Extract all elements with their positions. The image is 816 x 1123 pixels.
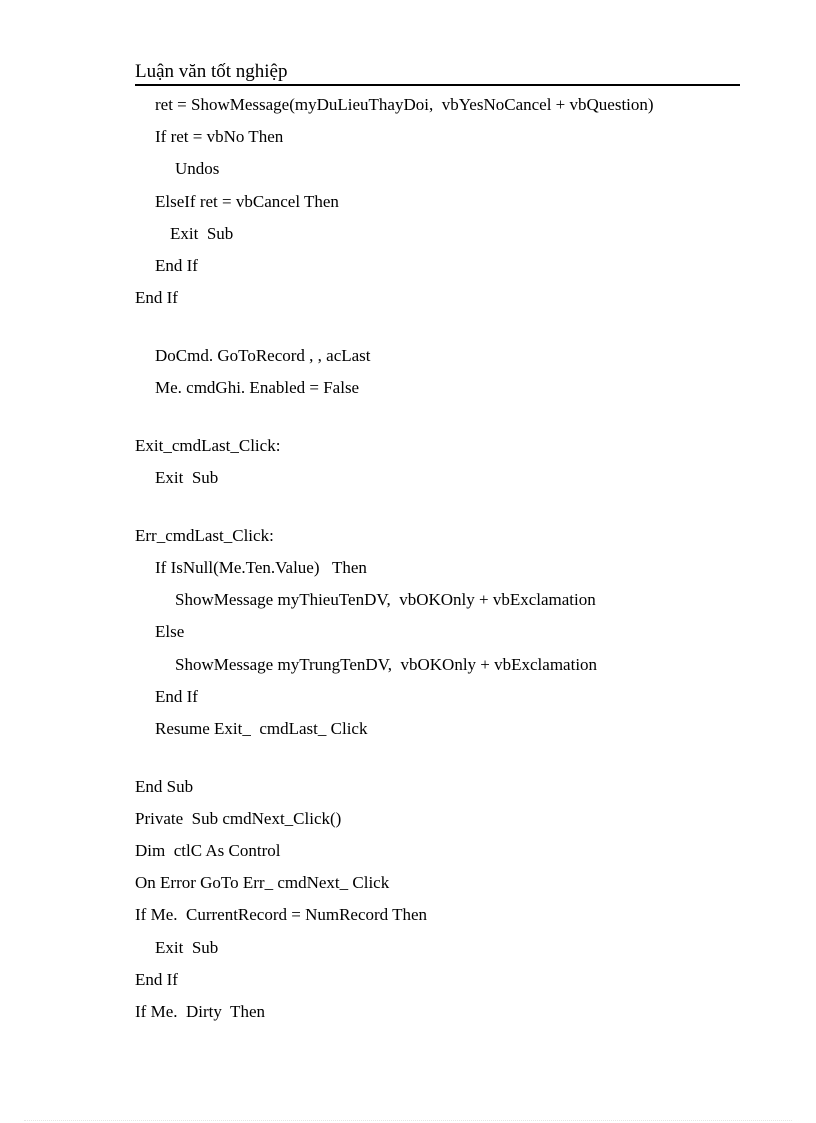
code-line: Exit Sub	[170, 224, 234, 243]
code-line: End If	[135, 288, 178, 307]
code-line: Exit_cmdLast_Click:	[135, 436, 281, 455]
code-line: On Error GoTo Err_ cmdNext_ Click	[135, 873, 390, 892]
code-line: Exit Sub	[155, 938, 219, 957]
code-line: Exit Sub	[155, 468, 219, 487]
page-header	[135, 58, 740, 86]
code-line: End If	[155, 256, 198, 275]
page-bottom-divider	[24, 1120, 792, 1121]
code-line: If ret = vbNo Then	[155, 127, 284, 146]
code-line: ShowMessage myTrungTenDV, vbOKOnly + vbExclamation	[175, 655, 598, 674]
code-line: If Me. CurrentRecord = NumRecord Then	[135, 905, 428, 924]
code-line: ElseIf ret = vbCancel Then	[155, 192, 339, 211]
code-line: If Me. Dirty Then	[135, 1002, 265, 1021]
code-line: Undos	[175, 159, 220, 178]
code-line: Dim ctlC As Control	[135, 841, 281, 860]
code-line: If IsNull(Me.Ten.Value) Then	[155, 558, 367, 577]
code-line: End Sub	[135, 777, 194, 796]
code-line: Me. cmdGhi. Enabled = False	[155, 378, 360, 397]
code-line: Else	[155, 622, 185, 641]
code-line: Resume Exit_ cmdLast_ Click	[155, 719, 368, 738]
header-title: Luận văn tốt nghiệp	[135, 61, 288, 82]
code-line: Private Sub cmdNext_Click()	[135, 809, 342, 828]
code-line: ret = ShowMessage(myDuLieuThayDoi, vbYesNoCancel + vbQuestion)	[155, 95, 654, 114]
code-line: ShowMessage myThieuTenDV, vbOKOnly + vbExclamation	[175, 590, 596, 609]
code-line: DoCmd. GoToRecord , , acLast	[155, 346, 371, 365]
code-line: End If	[155, 687, 198, 706]
code-line: End If	[135, 970, 178, 989]
code-line: Err_cmdLast_Click:	[135, 526, 274, 545]
